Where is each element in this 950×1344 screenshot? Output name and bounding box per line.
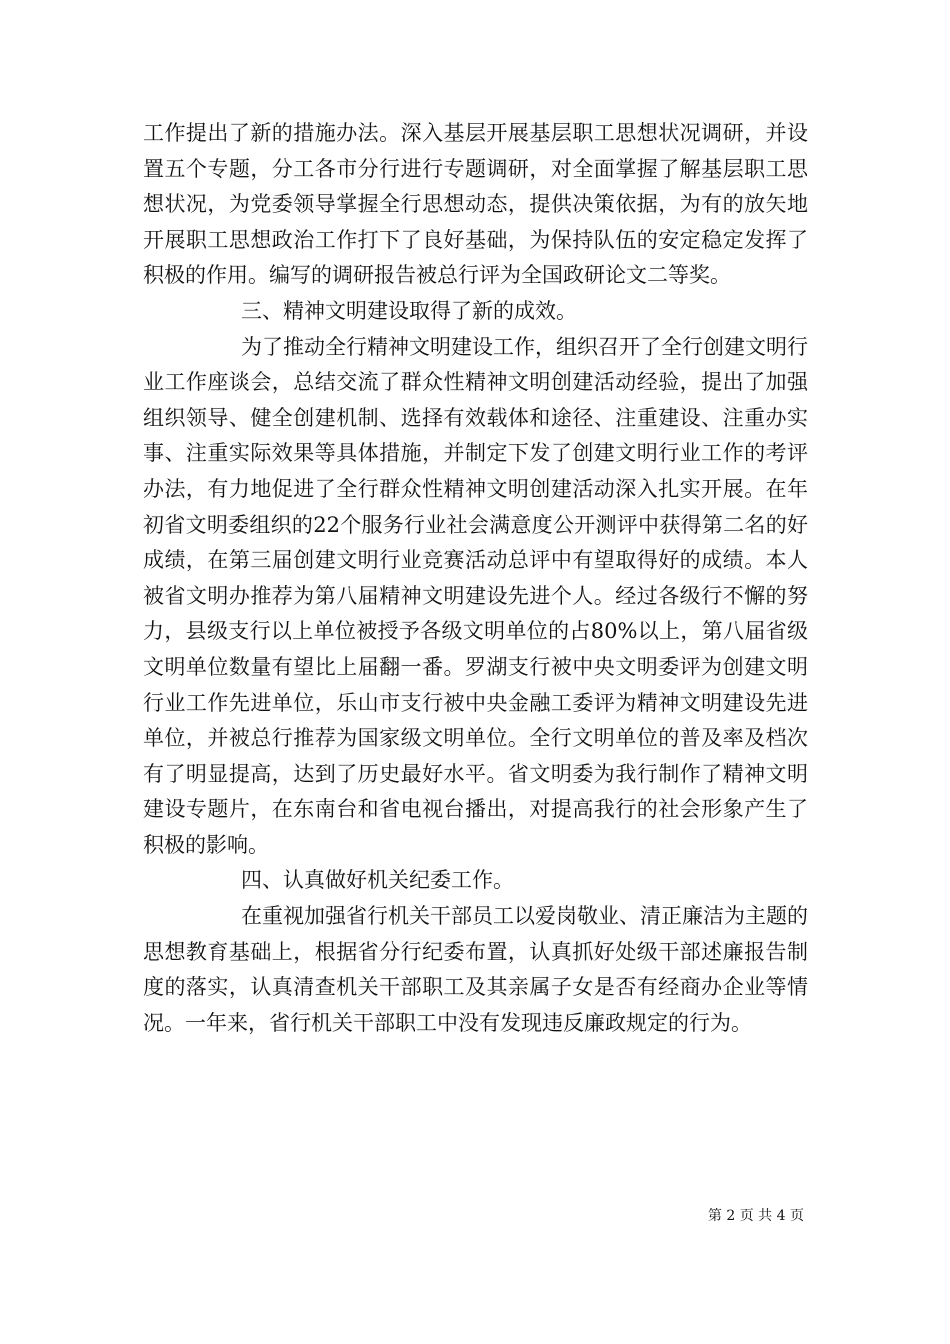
section-heading-3: 三、精神文明建设取得了新的成效。 bbox=[241, 298, 577, 323]
page-number-footer: 第 2 页 共 4 页 bbox=[707, 1208, 804, 1224]
paragraph-spiritual-civilization: 为了推动全行精神文明建设工作，组织召开了全行创建文明行业工作座谈会，总结交流了群众性精神文明创建活动经验，提出了加强组织领导、健全创建机制、选择有效载体和途径、注重建设、注重办实事、注重实际效果等具体措施，并制定下发了创建文明行业工作的考评办法，有力地促进了全行群众性精神文明创建活动深入扎实开展。在年初省文明委组织的22个服务行业社会满意度公开测评中获得第二名的好成绩，在第三届创建文明行业竞赛活动总评中有望取得好的成绩。本人被省文明办推荐为第八届精神文明建设先进个人。经过各级行不懈的努力，县级支行以上单位被授予各级文明单位的占80%以上，第八届省级文明单位数量有望比上届翻一番。罗湖支行被中央文明委评为创建文明行业工作先进单位，乐山市支行被中央金融工委评为精神文明建设先进单位，并被总行推荐为国家级文明单位。全行文明单位的普及率及档次有了明显提高，达到了历史最好水平。省文明委为我行制作了精神文明建设专题片，在东南台和省电视台播出，对提高我行的社会形象产生了积极的影响。 bbox=[143, 334, 808, 857]
section-heading-4: 四、认真做好机关纪委工作。 bbox=[241, 868, 514, 893]
paragraph-continued: 工作提出了新的措施办法。深入基层开展基层职工思想状况调研，并设置五个专题，分工各市分行进行专题调研，对全面掌握了解基层职工思想状况，为党委领导掌握全行思想动态，提供决策依据，为有的放矢地开展职工思想政治工作打下了良好基础，为保持队伍的安定稳定发挥了积极的作用。编写的调研报告被总行评为全国政研论文二等奖。 bbox=[143, 121, 808, 288]
paragraph-discipline-work: 在重视加强省行机关干部员工以爱岗敬业、清正廉洁为主题的思想教育基础上，根据省分行纪委布置，认真抓好处级干部述廉报告制度的落实，认真清查机关干部职工及其亲属子女是否有经商办企业等情况。一年来，省行机关干部职工中没有发现违反廉政规定的行为。 bbox=[143, 904, 808, 1035]
document-body bbox=[143, 116, 808, 1041]
